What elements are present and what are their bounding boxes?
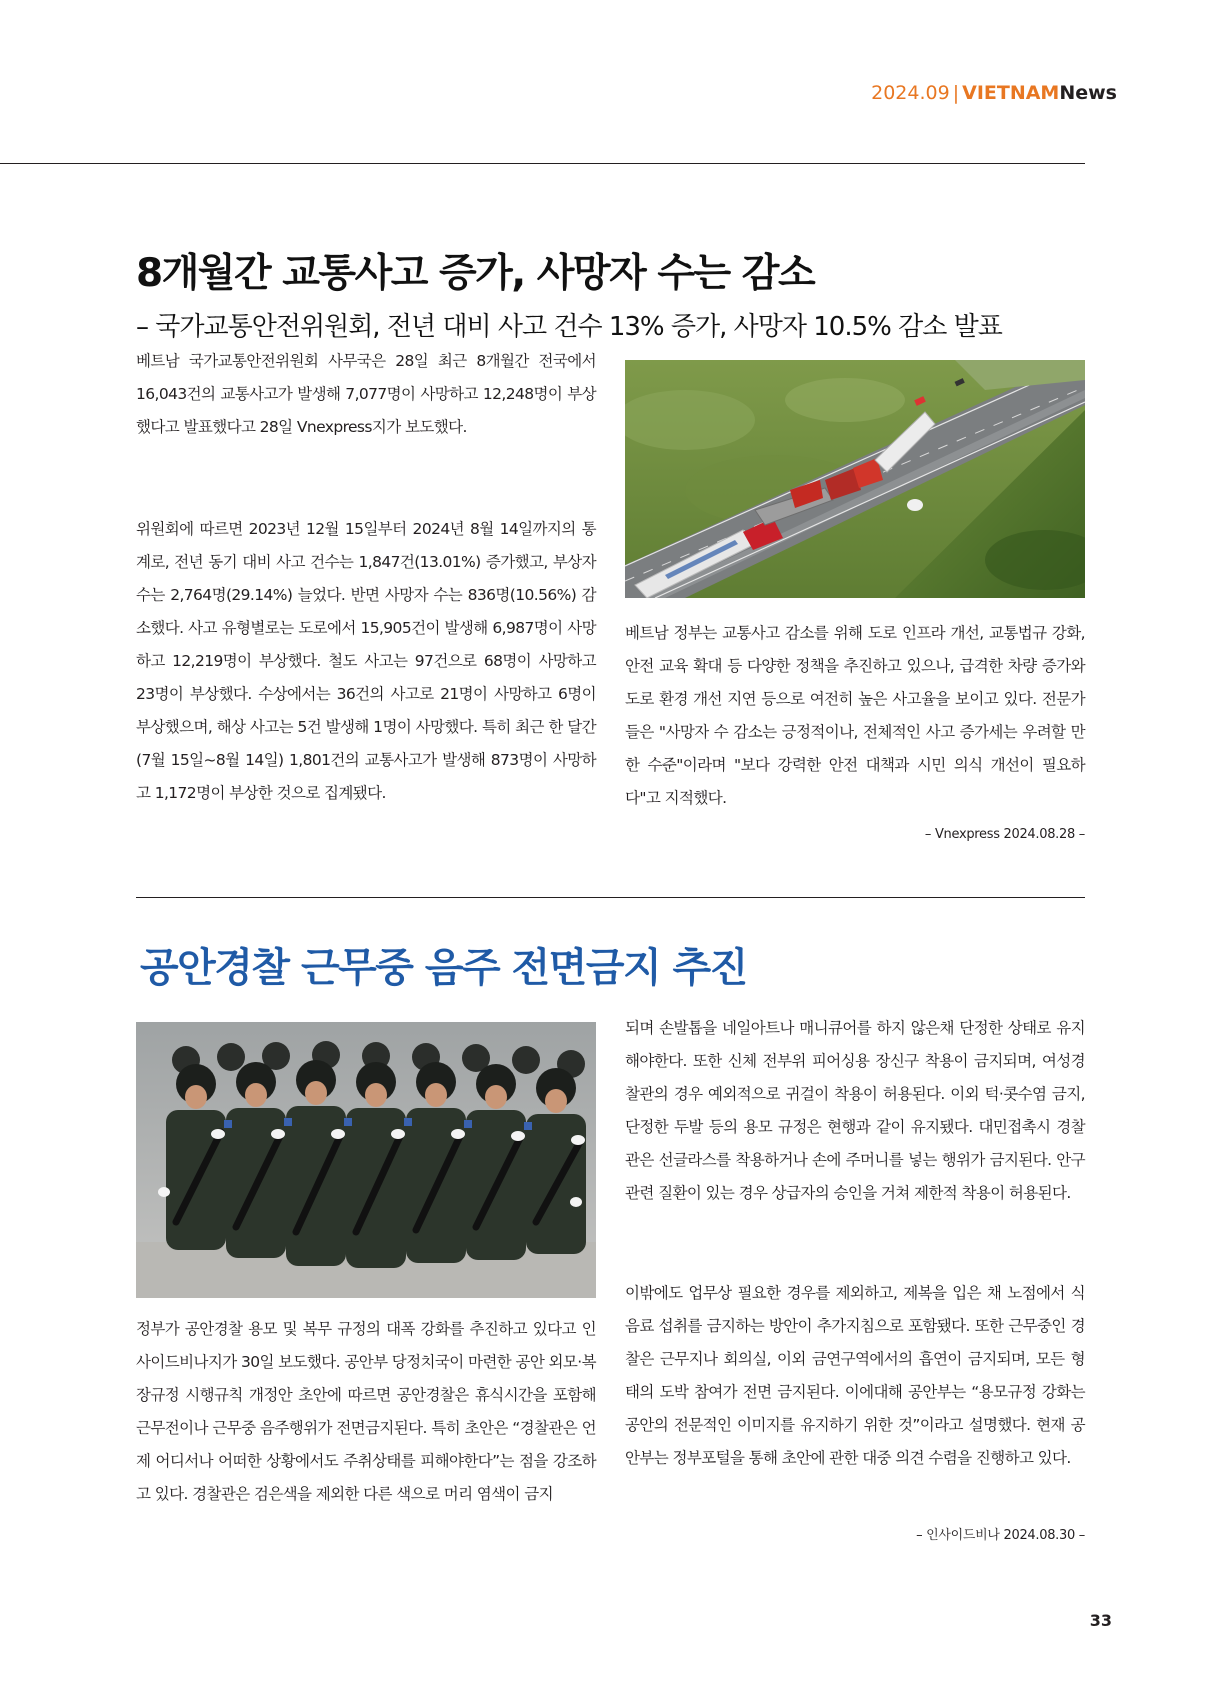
- issue-date: 2024.09: [871, 82, 950, 104]
- article2-source: – 인사이드비나 2024.08.30 –: [916, 1528, 1085, 1543]
- issue-header: [871, 82, 1117, 104]
- brand-name-part2: News: [1059, 82, 1117, 104]
- police-parade-photo: [136, 1022, 596, 1298]
- article1-paragraph-1: 베트남 국가교통안전위원회 사무국은 28일 최근 8개월간 전국에서 16,043건의 교통사고가 발생해 7,077명이 사망하고 12,248명이 부상했다고 발표했다고 28일 Vnexpress지가 보도했다.: [136, 352, 596, 436]
- article1-subtitle: – 국가교통안전위원회, 전년 대비 사고 건수 13% 증가, 사망자 10.5% 감소 발표: [136, 312, 1002, 342]
- article2-title: 공안경찰 근무중 음주 전면금지 추진: [140, 945, 747, 991]
- article2-paragraph-2: 되며 손발톱을 네일아트나 매니큐어를 하지 않은채 단정한 상태로 유지해야한다. 또한 신체 전부위 피어싱용 장신구 착용이 금지되며, 여성경찰관의 경우 예외적으로 귀걸이 착용이 허용된다. 이외 턱·콧수염 금지, 단정한 두발 등의 용모 규정은 현행과 같이 유지됐다. 대민접촉시 경찰관은 선글라스를 착용하거나 손에 주머니를 넣는 행위가 금지된다. 안구관련 질환이 있는 경우 상급자의 승인을 거쳐 제한적 착용이 허용된다.: [625, 1019, 1085, 1202]
- article1-title: 8개월간 교통사고 증가, 사망자 수는 감소: [136, 251, 815, 296]
- article-divider: [136, 897, 1085, 898]
- article2-paragraph-3: 이밖에도 업무상 필요한 경우를 제외하고, 제복을 입은 채 노점에서 식음료 섭취를 금지하는 방안이 추가지침으로 포함됐다. 또한 근무중인 경찰은 근무지나 회의실, 이외 금연구역에서의 흡연이 금지되며, 모든 형태의 도박 참여가 전면 금지된다. 이에대해 공안부는 “용모규정 강화는 공안의 전문적인 이미지를 유지하기 위한 것”이라고 설명했다. 현재 공안부는 정부포털을 통해 초안에 관한 대중 의견 수렴을 진행하고 있다.: [625, 1284, 1085, 1467]
- article1-paragraph-3: 베트남 정부는 교통사고 감소를 위해 도로 인프라 개선, 교통법규 강화, 안전 교육 확대 등 다양한 정책을 추진하고 있으나, 급격한 차량 증가와 도로 환경 개선 지연 등으로 여전히 높은 사고율을 보이고 있다. 전문가들은 "사망자 수 감소는 긍정적이나, 전체적인 사고 증가세는 우려할 만한 수준"이라며 "보다 강력한 안전 대책과 시민 의식 개선이 필요하다"고 지적했다.: [625, 624, 1085, 807]
- article1-paragraph-2: 위원회에 따르면 2023년 12월 15일부터 2024년 8월 14일까지의 통계로, 전년 동기 대비 사고 건수는 1,847건(13.01%) 증가했고, 부상자 수는 2,764명(29.14%) 늘었다. 반면 사망자 수는 836명(10.56%) 감소했다. 사고 유형별로는 도로에서 15,905건이 발생해 6,987명이 사망하고 12,219명이 부상했다. 철도 사고는 97건으로 68명이 사망하고 23명이 부상했다. 수상에서는 36건의 사고로 21명이 사망하고 6명이 부상했으며, 해상 사고는 5건 발생해 1명이 사망했다. 특히 최근 한 달간(7월 15일~8월 14일) 1,801건의 교통사고가 발생해 873명이 사망하고 1,172명이 부상한 것으로 집계됐다.: [136, 520, 596, 802]
- highway-accident-photo: [625, 360, 1085, 598]
- header-separator: |: [952, 82, 960, 104]
- article1-source: – Vnexpress 2024.08.28 –: [924, 827, 1085, 842]
- page-number: 33: [1089, 1611, 1112, 1630]
- article2-paragraph-1: 정부가 공안경찰 용모 및 복무 규정의 대폭 강화를 추진하고 있다고 인사이드비나지가 30일 보도했다. 공안부 당정치국이 마련한 공안 외모·복장규정 시행규칙 개정안 초안에 따르면 공안경찰은 휴식시간을 포함해 근무전이나 근무중 음주행위가 전면금지된다. 특히 초안은 “경찰관은 언제 어디서나 어떠한 상황에서도 주취상태를 피해야한다”는 점을 강조하고 있다. 경찰관은 검은색을 제외한 다른 색으로 머리 염색이 금지: [136, 1320, 596, 1503]
- brand-name-part1: VIETNAM: [962, 82, 1060, 104]
- header-divider: [0, 163, 1085, 164]
